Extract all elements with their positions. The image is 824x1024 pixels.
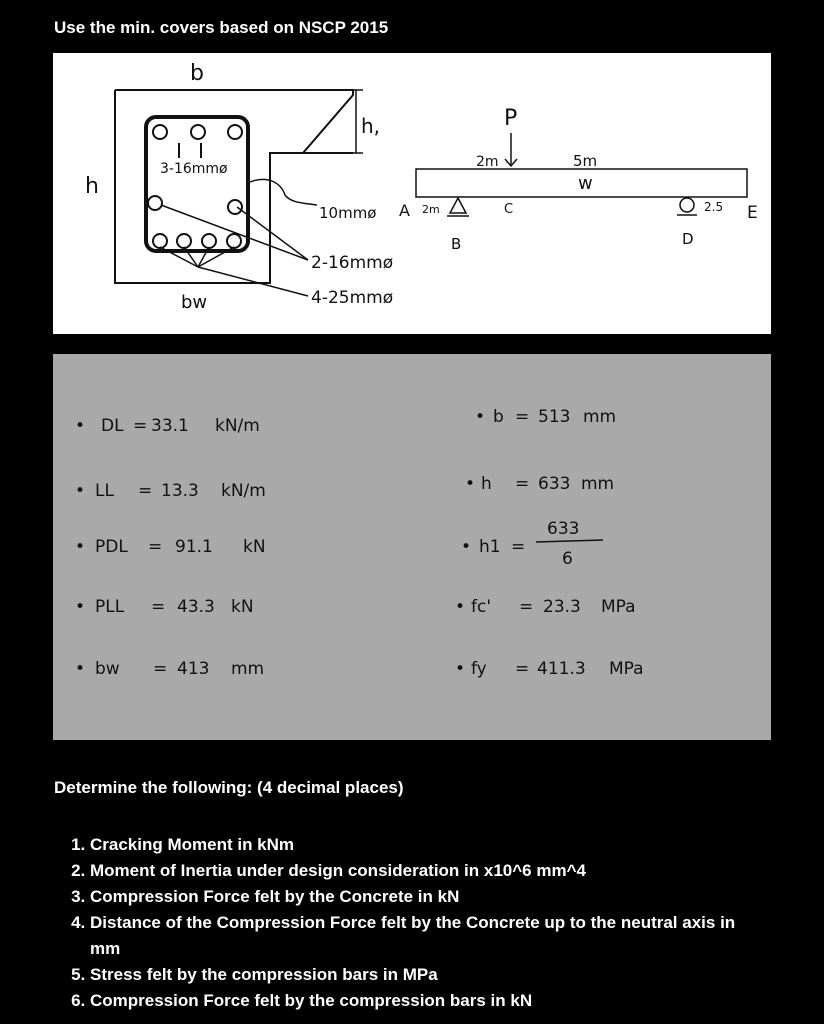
- h-label: h: [85, 174, 99, 199]
- dist-2m-left: 2m: [422, 203, 440, 216]
- svg-text:fy: fy: [471, 659, 487, 679]
- svg-text:PLL: PLL: [95, 597, 125, 617]
- svg-text:=: =: [153, 659, 168, 679]
- svg-text:mm: mm: [583, 407, 617, 427]
- beam-section-diagram: [53, 53, 771, 334]
- given-bw: [75, 659, 264, 679]
- diagram-panel: [53, 53, 771, 334]
- svg-text:LL: LL: [95, 481, 114, 501]
- svg-text:•: •: [75, 416, 86, 436]
- svg-text:DL: DL: [101, 416, 124, 436]
- bw-label: bw: [181, 292, 208, 313]
- stirrup-label: 10mmø: [319, 204, 377, 222]
- given-pll: [75, 597, 254, 617]
- svg-text:=: =: [138, 481, 153, 501]
- svg-text:413: 413: [177, 659, 210, 679]
- svg-text:MPa: MPa: [601, 597, 636, 617]
- svg-text:•: •: [465, 474, 476, 494]
- svg-text:PDL: PDL: [95, 537, 128, 557]
- svg-text:•: •: [455, 597, 466, 617]
- given-pdl: [75, 537, 266, 557]
- list-item: 3. Compression Force felt by the Concrete in kN: [90, 884, 770, 910]
- load-p-arrow: [505, 133, 517, 166]
- instructions: Determine the following: (4 decimal places): [54, 778, 404, 797]
- svg-text:633: 633: [547, 519, 580, 539]
- top-bars-label: 3-16mmø: [160, 161, 228, 177]
- dist-5m: 5m: [573, 152, 598, 170]
- svg-text:=: =: [148, 537, 163, 557]
- svg-text:=: =: [515, 659, 530, 679]
- given-values: [53, 354, 771, 740]
- svg-text:bw: bw: [95, 659, 120, 679]
- svg-text:91.1: 91.1: [175, 537, 213, 557]
- svg-text:•: •: [461, 537, 472, 557]
- side-bars-label: 2-16mmø: [311, 253, 394, 273]
- given-fc: [455, 597, 636, 617]
- svg-text:kN/m: kN/m: [215, 416, 260, 436]
- given-dl: [75, 416, 260, 436]
- svg-text:fc': fc': [471, 597, 492, 617]
- task-list: [54, 832, 770, 1014]
- svg-text:•: •: [75, 481, 86, 501]
- point-e: E: [747, 203, 758, 223]
- leader-lines: [160, 179, 317, 296]
- dist-2m-top: 2m: [476, 154, 499, 170]
- point-b: B: [451, 235, 462, 253]
- given-ll: [75, 481, 266, 501]
- given-h: [465, 474, 614, 494]
- svg-text:mm: mm: [581, 474, 615, 494]
- bottom-bars: [153, 234, 241, 248]
- svg-text:33.1: 33.1: [151, 416, 189, 436]
- svg-text:•: •: [75, 537, 86, 557]
- list-item: 1. Cracking Moment in kNm: [90, 832, 770, 858]
- svg-text:b: b: [493, 407, 504, 427]
- svg-text:13.3: 13.3: [161, 481, 199, 501]
- top-bars: [153, 125, 242, 158]
- support-d: [677, 198, 697, 215]
- given-b: [475, 407, 616, 427]
- svg-text:23.3: 23.3: [543, 597, 581, 617]
- svg-text:411.3: 411.3: [537, 659, 586, 679]
- svg-text:•: •: [75, 659, 86, 679]
- h1-label: h,: [361, 114, 381, 138]
- svg-text:513: 513: [538, 407, 571, 427]
- svg-text:6: 6: [562, 549, 573, 569]
- svg-text:•: •: [455, 659, 466, 679]
- svg-text:mm: mm: [231, 659, 265, 679]
- svg-text:h: h: [481, 474, 492, 494]
- b-label: b: [190, 61, 204, 86]
- svg-text:MPa: MPa: [609, 659, 644, 679]
- svg-text:•: •: [75, 597, 86, 617]
- given-fy: [455, 659, 644, 679]
- point-a: A: [399, 201, 410, 220]
- dist-2-5: 2.5: [704, 200, 724, 214]
- load-w-label: w: [578, 173, 593, 194]
- svg-text:•: •: [475, 407, 486, 427]
- point-c: C: [504, 202, 514, 217]
- given-h1: [461, 519, 603, 569]
- point-d: D: [682, 230, 694, 248]
- svg-text:633: 633: [538, 474, 571, 494]
- list-item: 5. Stress felt by the compression bars in MPa: [90, 962, 770, 988]
- svg-text:h1: h1: [479, 537, 501, 557]
- list-item: 2. Moment of Inertia under design consideration in x10^6 mm^4: [90, 858, 770, 884]
- svg-text:=: =: [515, 474, 530, 494]
- svg-text:kN/m: kN/m: [221, 481, 266, 501]
- list-item: 6. Compression Force felt by the compression bars in kN: [90, 988, 770, 1014]
- svg-text:=: =: [519, 597, 534, 617]
- svg-text:=: =: [151, 597, 166, 617]
- svg-text:43.3: 43.3: [177, 597, 215, 617]
- load-p-label: P: [504, 106, 518, 131]
- given-values-panel: [53, 354, 771, 740]
- heading: Use the min. covers based on NSCP 2015: [54, 18, 389, 37]
- svg-text:kN: kN: [243, 537, 266, 557]
- list-item: 4. Distance of the Compression Force felt by the Concrete up to the neutral axis in mm: [90, 910, 770, 962]
- svg-text:kN: kN: [231, 597, 254, 617]
- svg-text:=: =: [133, 416, 148, 436]
- support-b: [447, 198, 469, 216]
- stirrup: [146, 117, 248, 251]
- svg-text:=: =: [515, 407, 530, 427]
- bottom-bars-label: 4-25mmø: [311, 288, 394, 308]
- svg-text:=: =: [511, 537, 526, 557]
